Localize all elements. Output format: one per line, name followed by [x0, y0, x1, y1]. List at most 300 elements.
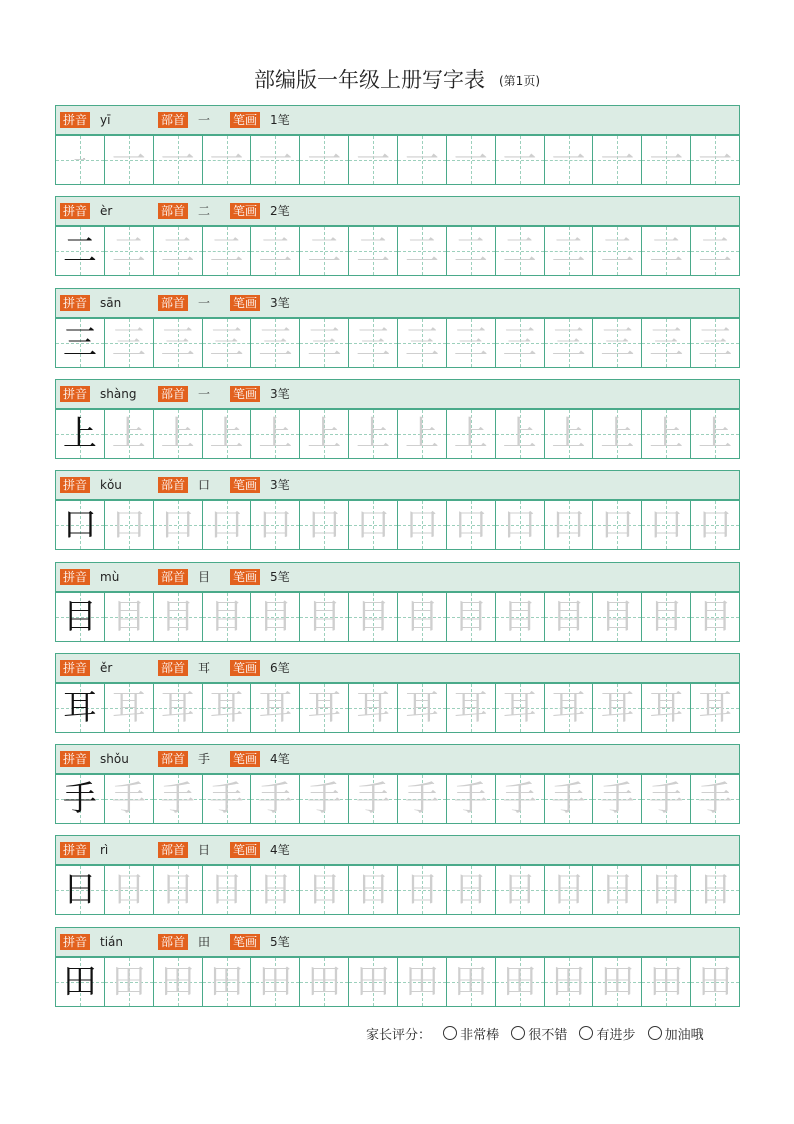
- trace-cell[interactable]: [348, 684, 397, 732]
- trace-char: 田: [160, 962, 195, 1002]
- strokes-value: 2笔: [270, 204, 290, 218]
- trace-cell[interactable]: [202, 501, 251, 549]
- trace-cell[interactable]: [544, 958, 593, 1006]
- trace-cell[interactable]: [153, 227, 202, 275]
- trace-cell[interactable]: [446, 958, 495, 1006]
- rating-option-1[interactable]: 很不错: [511, 1028, 567, 1043]
- trace-cell[interactable]: [592, 501, 641, 549]
- trace-char: 日: [160, 870, 195, 910]
- trace-cell[interactable]: [250, 319, 299, 367]
- trace-char: 三: [404, 323, 439, 363]
- trace-cell[interactable]: [348, 501, 397, 549]
- trace-cell[interactable]: [348, 227, 397, 275]
- trace-char: 目: [453, 597, 488, 637]
- trace-cell[interactable]: [397, 775, 446, 823]
- pinyin-value: yī: [100, 113, 111, 127]
- trace-char: 二: [404, 231, 439, 271]
- trace-char: 一: [404, 140, 439, 180]
- trace-cell[interactable]: [202, 866, 251, 914]
- trace-cell[interactable]: [592, 775, 641, 823]
- radical-value: 一: [198, 113, 211, 127]
- trace-char: 田: [209, 962, 244, 1002]
- trace-char: 二: [600, 231, 635, 271]
- trace-cell[interactable]: [104, 410, 153, 458]
- trace-cell[interactable]: [104, 958, 153, 1006]
- trace-cell[interactable]: [592, 958, 641, 1006]
- pinyin-value: tián: [100, 935, 123, 949]
- trace-cell[interactable]: [397, 319, 446, 367]
- trace-cell[interactable]: [299, 593, 348, 641]
- model-char-cell: [56, 958, 104, 1006]
- trace-char: 耳: [698, 688, 733, 728]
- trace-char: 手: [453, 779, 488, 819]
- trace-cell[interactable]: [202, 593, 251, 641]
- trace-char: 耳: [649, 688, 684, 728]
- row-header: [55, 105, 740, 135]
- trace-cell[interactable]: [544, 319, 593, 367]
- rating-label: 家长评分：: [366, 1028, 432, 1043]
- pinyin-tag: 拼音: [60, 660, 90, 676]
- trace-cell[interactable]: [202, 958, 251, 1006]
- tianzige-grid: [55, 409, 740, 459]
- trace-char: 手: [209, 779, 244, 819]
- pinyin-value: sān: [100, 296, 122, 310]
- trace-cell[interactable]: [690, 319, 739, 367]
- trace-cell[interactable]: [397, 684, 446, 732]
- pinyin-tag: 拼音: [60, 477, 90, 493]
- model-char: 口: [62, 505, 97, 545]
- trace-char: 一: [258, 140, 293, 180]
- trace-cell[interactable]: [104, 501, 153, 549]
- trace-char: 日: [698, 870, 733, 910]
- radio-circle-icon[interactable]: [579, 1026, 593, 1040]
- trace-cell[interactable]: [397, 227, 446, 275]
- trace-cell[interactable]: [495, 410, 544, 458]
- model-char: 耳: [62, 688, 97, 728]
- trace-cell[interactable]: [446, 593, 495, 641]
- model-char-cell: [56, 136, 104, 184]
- trace-char: 上: [502, 414, 537, 454]
- trace-cell[interactable]: [348, 593, 397, 641]
- radical-value: 一: [198, 387, 211, 401]
- trace-cell[interactable]: [495, 593, 544, 641]
- trace-cell[interactable]: [153, 136, 202, 184]
- trace-cell[interactable]: [641, 684, 690, 732]
- tianzige-grid: [55, 500, 740, 550]
- trace-cell[interactable]: [495, 866, 544, 914]
- pinyin-value: èr: [100, 204, 113, 218]
- trace-cell[interactable]: [544, 684, 593, 732]
- trace-cell[interactable]: [544, 410, 593, 458]
- trace-char: 田: [649, 962, 684, 1002]
- trace-cell[interactable]: [104, 684, 153, 732]
- trace-cell[interactable]: [397, 501, 446, 549]
- trace-char: 日: [453, 870, 488, 910]
- row-header: [55, 653, 740, 683]
- trace-cell[interactable]: [250, 684, 299, 732]
- pinyin-tag: 拼音: [60, 386, 90, 402]
- pinyin-value: ěr: [100, 661, 113, 675]
- trace-cell[interactable]: [153, 501, 202, 549]
- trace-char: 上: [698, 414, 733, 454]
- trace-char: 口: [111, 505, 146, 545]
- trace-cell[interactable]: [641, 593, 690, 641]
- trace-cell[interactable]: [690, 410, 739, 458]
- trace-cell[interactable]: [250, 136, 299, 184]
- row-header: [55, 470, 740, 500]
- page-number: (第1页): [499, 74, 540, 88]
- tianzige-grid: [55, 865, 740, 915]
- trace-char: 目: [404, 597, 439, 637]
- row-header: [55, 196, 740, 226]
- trace-char: 二: [356, 231, 391, 271]
- trace-cell[interactable]: [348, 136, 397, 184]
- model-char-cell: [56, 319, 104, 367]
- row-header: [55, 379, 740, 409]
- trace-cell[interactable]: [250, 410, 299, 458]
- title-text: 部编版一年级上册写字表: [254, 68, 485, 92]
- trace-cell[interactable]: [104, 593, 153, 641]
- trace-cell[interactable]: [348, 866, 397, 914]
- trace-char: 三: [111, 323, 146, 363]
- trace-char: 田: [111, 962, 146, 1002]
- tianzige-grid: [55, 592, 740, 642]
- trace-char: 耳: [160, 688, 195, 728]
- rating-option-2[interactable]: 有进步: [579, 1028, 635, 1043]
- strokes-value: 3笔: [270, 296, 290, 310]
- strokes-value: 1笔: [270, 113, 290, 127]
- trace-cell[interactable]: [690, 958, 739, 1006]
- trace-char: 目: [698, 597, 733, 637]
- trace-char: 一: [649, 140, 684, 180]
- trace-char: 耳: [600, 688, 635, 728]
- radical-tag: 部首: [158, 569, 188, 585]
- model-char-cell: [56, 775, 104, 823]
- trace-cell[interactable]: [446, 319, 495, 367]
- trace-char: 日: [111, 870, 146, 910]
- trace-cell[interactable]: [153, 958, 202, 1006]
- trace-cell[interactable]: [202, 227, 251, 275]
- trace-char: 日: [649, 870, 684, 910]
- trace-cell[interactable]: [397, 593, 446, 641]
- trace-cell[interactable]: [299, 227, 348, 275]
- radical-value: 耳: [198, 661, 211, 675]
- radio-circle-icon[interactable]: [648, 1026, 662, 1040]
- model-char: 一: [73, 153, 86, 167]
- radical-value: 目: [198, 570, 211, 584]
- trace-cell[interactable]: [153, 684, 202, 732]
- trace-char: 一: [698, 140, 733, 180]
- model-char: 目: [62, 597, 97, 637]
- rating-option-0[interactable]: 非常棒: [443, 1028, 499, 1043]
- trace-char: 手: [698, 779, 733, 819]
- trace-cell[interactable]: [592, 684, 641, 732]
- trace-cell[interactable]: [299, 775, 348, 823]
- trace-cell[interactable]: [299, 958, 348, 1006]
- model-char-cell: [56, 866, 104, 914]
- radical-value: 田: [198, 935, 211, 949]
- trace-cell[interactable]: [153, 775, 202, 823]
- trace-char: 二: [698, 231, 733, 271]
- trace-char: 耳: [551, 688, 586, 728]
- trace-char: 口: [649, 505, 684, 545]
- trace-char: 耳: [356, 688, 391, 728]
- radical-tag: 部首: [158, 386, 188, 402]
- trace-cell[interactable]: [299, 866, 348, 914]
- trace-char: 上: [111, 414, 146, 454]
- model-char: 田: [62, 962, 97, 1002]
- trace-char: 二: [649, 231, 684, 271]
- trace-char: 上: [453, 414, 488, 454]
- strokes-value: 4笔: [270, 843, 290, 857]
- trace-char: 日: [356, 870, 391, 910]
- trace-char: 三: [160, 323, 195, 363]
- trace-cell[interactable]: [690, 593, 739, 641]
- trace-cell[interactable]: [690, 136, 739, 184]
- radical-value: 手: [198, 752, 211, 766]
- trace-char: 上: [209, 414, 244, 454]
- trace-cell[interactable]: [299, 136, 348, 184]
- trace-cell[interactable]: [348, 410, 397, 458]
- strokes-tag: 笔画: [230, 477, 260, 493]
- trace-cell[interactable]: [250, 593, 299, 641]
- trace-cell[interactable]: [641, 410, 690, 458]
- model-char: 日: [62, 870, 97, 910]
- trace-cell[interactable]: [104, 319, 153, 367]
- trace-cell[interactable]: [104, 227, 153, 275]
- trace-cell[interactable]: [446, 866, 495, 914]
- trace-char: 口: [551, 505, 586, 545]
- trace-cell[interactable]: [202, 136, 251, 184]
- model-char: 手: [62, 779, 97, 819]
- trace-cell[interactable]: [446, 136, 495, 184]
- trace-cell[interactable]: [592, 866, 641, 914]
- trace-cell[interactable]: [495, 227, 544, 275]
- trace-cell[interactable]: [544, 227, 593, 275]
- trace-cell[interactable]: [446, 410, 495, 458]
- radical-tag: 部首: [158, 477, 188, 493]
- trace-char: 口: [258, 505, 293, 545]
- trace-char: 田: [356, 962, 391, 1002]
- tianzige-grid: [55, 683, 740, 733]
- strokes-tag: 笔画: [230, 842, 260, 858]
- strokes-tag: 笔画: [230, 112, 260, 128]
- trace-cell[interactable]: [690, 227, 739, 275]
- pinyin-value: rì: [100, 843, 109, 857]
- trace-char: 手: [404, 779, 439, 819]
- trace-cell[interactable]: [446, 684, 495, 732]
- trace-cell[interactable]: [690, 775, 739, 823]
- trace-char: 目: [649, 597, 684, 637]
- trace-cell[interactable]: [690, 866, 739, 914]
- trace-cell[interactable]: [690, 501, 739, 549]
- row-header: [55, 288, 740, 318]
- trace-char: 二: [551, 231, 586, 271]
- trace-cell[interactable]: [348, 319, 397, 367]
- trace-cell[interactable]: [592, 319, 641, 367]
- trace-cell[interactable]: [495, 958, 544, 1006]
- trace-cell[interactable]: [641, 227, 690, 275]
- parent-rating: [366, 1024, 712, 1043]
- trace-cell[interactable]: [690, 684, 739, 732]
- trace-cell[interactable]: [495, 136, 544, 184]
- trace-cell[interactable]: [299, 684, 348, 732]
- trace-char: 二: [502, 231, 537, 271]
- tianzige-grid: [55, 226, 740, 276]
- trace-cell[interactable]: [495, 684, 544, 732]
- strokes-tag: 笔画: [230, 203, 260, 219]
- trace-cell[interactable]: [299, 501, 348, 549]
- trace-char: 上: [307, 414, 342, 454]
- trace-cell[interactable]: [641, 501, 690, 549]
- trace-cell[interactable]: [592, 593, 641, 641]
- strokes-tag: 笔画: [230, 569, 260, 585]
- page-title: [0, 64, 794, 94]
- trace-cell[interactable]: [446, 775, 495, 823]
- trace-char: 手: [649, 779, 684, 819]
- trace-cell[interactable]: [397, 958, 446, 1006]
- tianzige-grid: [55, 957, 740, 1007]
- strokes-value: 6笔: [270, 661, 290, 675]
- pinyin-tag: 拼音: [60, 934, 90, 950]
- trace-cell[interactable]: [299, 410, 348, 458]
- trace-char: 田: [698, 962, 733, 1002]
- pinyin-value: mù: [100, 570, 120, 584]
- trace-cell[interactable]: [446, 501, 495, 549]
- trace-cell[interactable]: [104, 775, 153, 823]
- strokes-tag: 笔画: [230, 751, 260, 767]
- trace-cell[interactable]: [250, 866, 299, 914]
- trace-cell[interactable]: [641, 775, 690, 823]
- trace-char: 耳: [209, 688, 244, 728]
- trace-cell[interactable]: [592, 136, 641, 184]
- trace-cell[interactable]: [202, 319, 251, 367]
- trace-char: 上: [356, 414, 391, 454]
- trace-cell[interactable]: [250, 775, 299, 823]
- strokes-value: 5笔: [270, 935, 290, 949]
- trace-char: 二: [307, 231, 342, 271]
- strokes-value: 4笔: [270, 752, 290, 766]
- trace-cell[interactable]: [202, 684, 251, 732]
- radical-tag: 部首: [158, 112, 188, 128]
- trace-char: 日: [209, 870, 244, 910]
- trace-char: 目: [111, 597, 146, 637]
- trace-cell[interactable]: [153, 866, 202, 914]
- strokes-value: 3笔: [270, 387, 290, 401]
- trace-char: 手: [600, 779, 635, 819]
- trace-cell[interactable]: [641, 866, 690, 914]
- trace-char: 手: [551, 779, 586, 819]
- trace-cell[interactable]: [250, 501, 299, 549]
- trace-char: 耳: [111, 688, 146, 728]
- trace-char: 口: [453, 505, 488, 545]
- trace-cell[interactable]: [202, 775, 251, 823]
- trace-char: 田: [258, 962, 293, 1002]
- trace-char: 目: [502, 597, 537, 637]
- radical-tag: 部首: [158, 934, 188, 950]
- trace-cell[interactable]: [104, 136, 153, 184]
- trace-char: 三: [698, 323, 733, 363]
- trace-char: 三: [502, 323, 537, 363]
- trace-cell[interactable]: [495, 501, 544, 549]
- strokes-tag: 笔画: [230, 386, 260, 402]
- trace-cell[interactable]: [544, 501, 593, 549]
- trace-char: 三: [551, 323, 586, 363]
- pinyin-tag: 拼音: [60, 295, 90, 311]
- trace-char: 耳: [502, 688, 537, 728]
- trace-char: 口: [698, 505, 733, 545]
- trace-cell[interactable]: [592, 227, 641, 275]
- model-char-cell: [56, 227, 104, 275]
- trace-cell[interactable]: [202, 410, 251, 458]
- trace-char: 日: [307, 870, 342, 910]
- trace-cell[interactable]: [641, 958, 690, 1006]
- trace-cell[interactable]: [348, 775, 397, 823]
- model-char: 二: [62, 231, 97, 271]
- trace-cell[interactable]: [446, 227, 495, 275]
- tianzige-grid: [55, 135, 740, 185]
- pinyin-value: kǒu: [100, 478, 122, 492]
- trace-char: 田: [600, 962, 635, 1002]
- pinyin-tag: 拼音: [60, 569, 90, 585]
- trace-cell[interactable]: [592, 410, 641, 458]
- trace-char: 田: [404, 962, 439, 1002]
- trace-char: 耳: [307, 688, 342, 728]
- trace-char: 日: [502, 870, 537, 910]
- trace-cell[interactable]: [544, 775, 593, 823]
- trace-char: 一: [502, 140, 537, 180]
- trace-char: 目: [600, 597, 635, 637]
- trace-char: 田: [307, 962, 342, 1002]
- trace-cell[interactable]: [397, 866, 446, 914]
- trace-cell[interactable]: [153, 410, 202, 458]
- trace-char: 手: [258, 779, 293, 819]
- trace-cell[interactable]: [544, 593, 593, 641]
- trace-cell[interactable]: [544, 866, 593, 914]
- trace-cell[interactable]: [544, 136, 593, 184]
- trace-cell[interactable]: [299, 319, 348, 367]
- trace-char: 上: [600, 414, 635, 454]
- trace-cell[interactable]: [348, 958, 397, 1006]
- trace-char: 耳: [453, 688, 488, 728]
- trace-char: 目: [209, 597, 244, 637]
- pinyin-tag: 拼音: [60, 112, 90, 128]
- radio-circle-icon[interactable]: [511, 1026, 525, 1040]
- trace-cell[interactable]: [153, 319, 202, 367]
- trace-cell[interactable]: [495, 319, 544, 367]
- trace-cell[interactable]: [250, 227, 299, 275]
- trace-cell[interactable]: [250, 958, 299, 1006]
- trace-char: 一: [551, 140, 586, 180]
- trace-char: 二: [160, 231, 195, 271]
- trace-char: 目: [160, 597, 195, 637]
- row-header: [55, 927, 740, 957]
- rating-option-3[interactable]: 加油哦: [648, 1028, 704, 1043]
- trace-cell[interactable]: [104, 866, 153, 914]
- trace-cell[interactable]: [397, 136, 446, 184]
- trace-cell[interactable]: [153, 593, 202, 641]
- trace-cell[interactable]: [495, 775, 544, 823]
- trace-cell[interactable]: [641, 319, 690, 367]
- trace-cell[interactable]: [641, 136, 690, 184]
- model-char-cell: [56, 410, 104, 458]
- radio-circle-icon[interactable]: [443, 1026, 457, 1040]
- tianzige-grid: [55, 774, 740, 824]
- trace-char: 手: [356, 779, 391, 819]
- radical-tag: 部首: [158, 295, 188, 311]
- trace-char: 田: [551, 962, 586, 1002]
- trace-cell[interactable]: [397, 410, 446, 458]
